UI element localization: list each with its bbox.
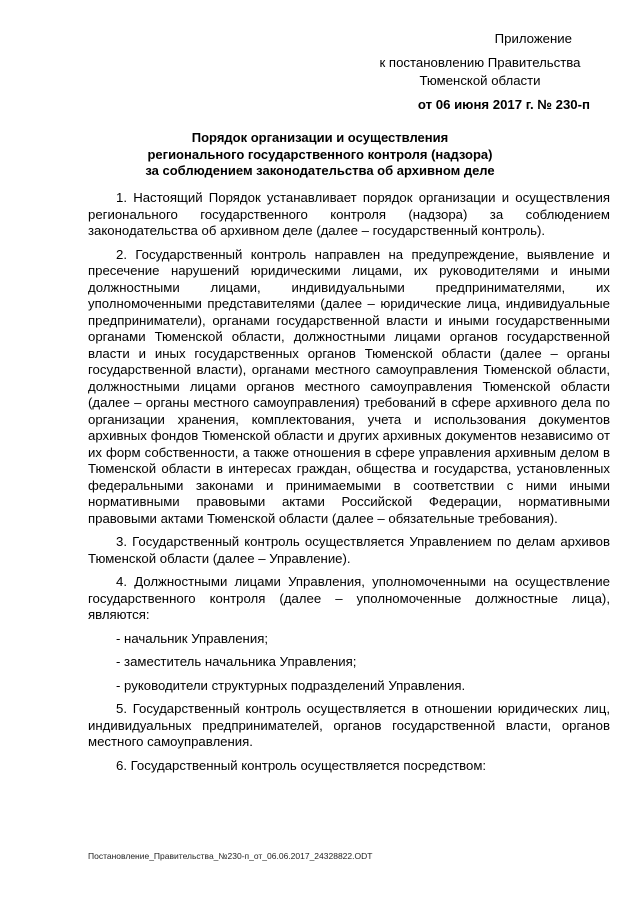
appendix-title: Приложение	[494, 31, 572, 46]
appendix-header	[370, 30, 590, 114]
file-name-footer: Постановление_Правительства_№230-п_от_06.06.2017_24328822.ODT	[88, 851, 373, 861]
document-title-line1: Порядок организации и осуществления	[191, 130, 449, 145]
list-item: - руководители структурных подразделений Управления.	[116, 677, 466, 693]
paragraph-4: 4. Должностными лицами Управления, уполномоченными на осуществление государственного контроля (далее – уполномоченные должностные лица), являются:	[88, 574, 610, 622]
paragraph-6: 6. Государственный контроль осуществляется посредством:	[116, 757, 487, 773]
appendix-reference	[370, 54, 590, 90]
paragraph-3: 3. Государственный контроль осуществляется Управлением по делам архивов Тюменской области (далее – Управление).	[88, 534, 610, 566]
list-item: - начальник Управления;	[116, 630, 269, 646]
document-title-line2: регионального государственного контроля (надзора)	[147, 146, 493, 162]
appendix-reference-line2: Тюменской области	[419, 73, 541, 88]
document-title-line3: за соблюдением законодательства об архивном деле	[145, 163, 495, 178]
paragraph-5: 5. Государственный контроль осуществляется в отношении юридических лиц, индивидуальных предпринимателей, органов государственной власти, органов местного самоуправления.	[88, 701, 610, 749]
document-title	[110, 130, 530, 180]
paragraph-1: 1. Настоящий Порядок устанавливает порядок организации и осуществления регионального государственного контроля (надзора) за соблюдением законодательства об архивном деле (далее – государственный контроль).	[88, 190, 610, 238]
document-body	[88, 190, 610, 774]
list-item: - заместитель начальника Управления;	[116, 654, 357, 669]
appendix-reference-line1: к постановлению Правительства	[379, 55, 581, 70]
paragraph-2: 2. Государственный контроль направлен на предупреждение, выявление и пресечение нарушений юридическими лицами, их руководителями и иными должностными лицами, индивидуальными предпринимателями, их уполномоченными представителями (далее – юридические лица, индивидуальные предприниматели), органами государственной власти и иными государственными органами Тюменской области, должностными лицами органов государственной власти и иных государственных органов Тюменской области (далее – органы государственной власти), органами местного самоуправления Тюменской области, должностными лицами органов местного самоуправления Тюменской области (далее – органы местного самоуправления) требований в сфере архивного дела по организации хранения, комплектования, учета и использования документов архивных фондов Тюменской области и других архивных документов независимо от их форм собственности, а также отношения в сфере управления архивным делом в Тюменской области в интересах граждан, общества и государства, установленных федеральными законами и принимаемыми в соответствии с ними иными нормативными правовыми актами Российской Федерации, нормативными правовыми актами Тюменской области (далее – обязательные требования).	[88, 246, 610, 526]
appendix-number: от 06 июня 2017 г. № 230-п	[417, 97, 590, 112]
